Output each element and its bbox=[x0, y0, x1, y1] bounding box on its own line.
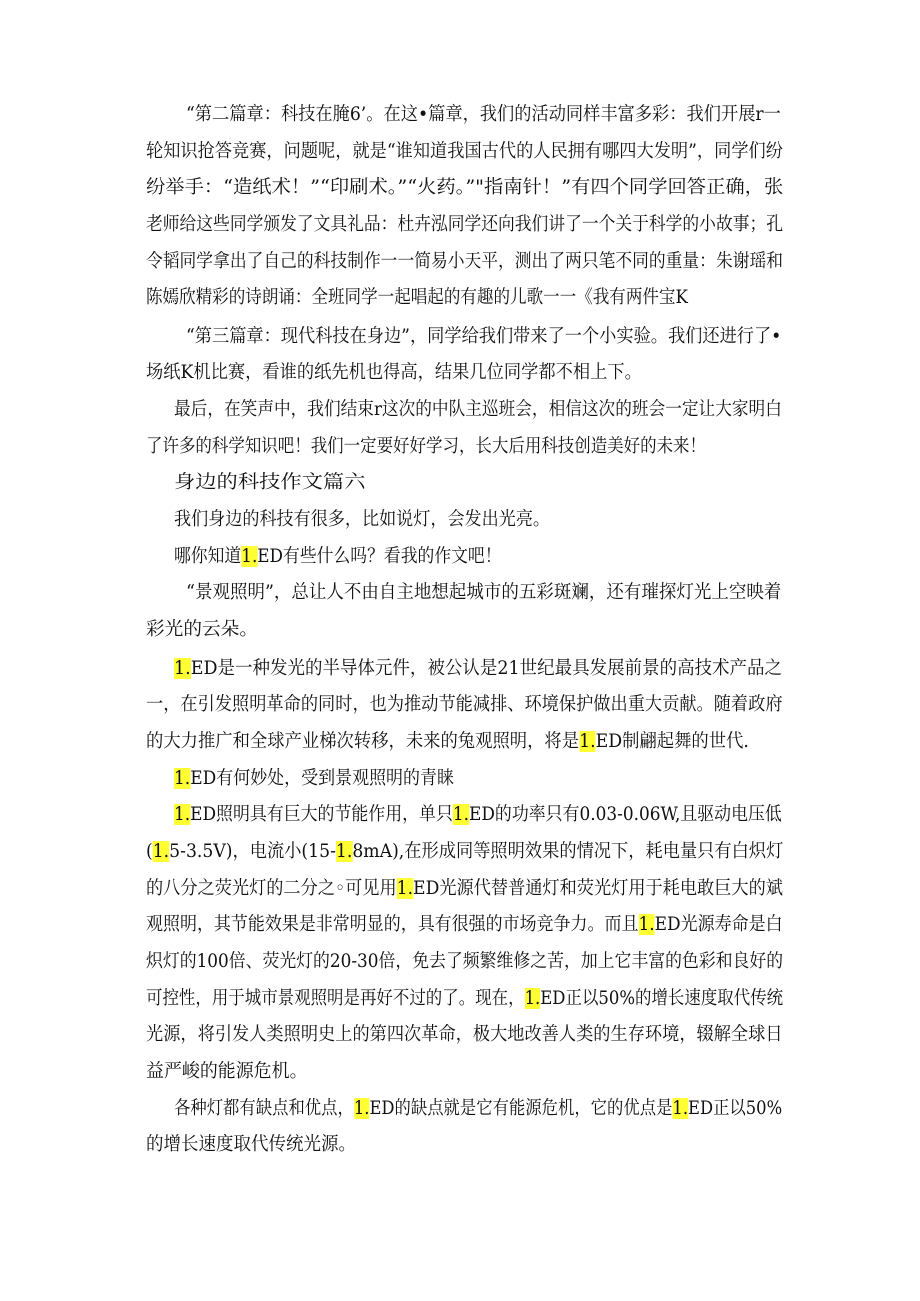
text-segment: 最后，在笑声中，我们结束r这次的中队主巡班会，相信这次的班会一定让大家明白 bbox=[174, 399, 782, 420]
text-segment: 观照明，其节能效果是非常明显的，具有很强的市场竞争力。而且 bbox=[146, 914, 639, 935]
text-segment: 的大力推广和全球产业梯次转移，未来的兔观照明，将是 bbox=[146, 731, 580, 752]
text-line bbox=[146, 837, 783, 863]
text-segment: 了许多的科学知识吧！我们一定要好好学习，长大后用科技创造美好的未来！ bbox=[146, 436, 707, 457]
text-segment: ED照明具有巨大的节能作用，单只 bbox=[190, 804, 453, 825]
text-segment: 可控性，用于城市景观照明是再好不过的了。现在， bbox=[146, 988, 525, 1009]
text-segment: 的八分之荧光灯的二分之◦可见用 bbox=[146, 878, 397, 899]
text-segment: ED是一种发光的半导体元件，被公认是21世纪最具发展前景的高技术产品之 bbox=[190, 658, 783, 679]
text-segment: 哪你知道 bbox=[174, 546, 242, 567]
text-line bbox=[174, 654, 782, 680]
text-line bbox=[146, 173, 783, 199]
text-segment: 身边的科技作文篇六 bbox=[174, 472, 366, 493]
highlighted-text: 1. bbox=[579, 731, 596, 752]
text-line bbox=[146, 1020, 783, 1046]
text-line bbox=[174, 800, 782, 826]
text-segment: ED光源代替普通灯和荧光灯用于耗电敢巨大的斌 bbox=[413, 878, 783, 899]
text-segment: 炽灯的100倍、荧光灯的20-30倍，免去了频繁维修之苦，加上它丰富的色彩和良好的 bbox=[146, 951, 784, 972]
text-segment: 我们身边的科技有很多，比如说灯，会发出光亮。 bbox=[174, 509, 551, 530]
text-line bbox=[146, 432, 706, 458]
text-line bbox=[146, 1057, 308, 1083]
text-segment: “第二篇章：科技在腌6’。在这•篇章，我们的活动同样丰富多彩：我们开展r一 bbox=[186, 104, 781, 125]
text-segment: ED制翩起舞的世代. bbox=[595, 731, 749, 752]
text-segment: ED有何妙处，受到景观照明的青睐 bbox=[190, 768, 454, 789]
text-segment: 各种灯都有缺点和优点， bbox=[174, 1098, 354, 1119]
text-line bbox=[146, 984, 783, 1010]
text-segment: 彩光的云朵。 bbox=[146, 619, 259, 640]
text-segment: “第三篇章：现代科技在身边”，同学给我们带来了一个小实验。我们还进行了• bbox=[186, 326, 782, 347]
text-segment: 的增长速度取代传统光源。 bbox=[146, 1134, 357, 1155]
text-segment: ED的功率只有0.03-0.06W,且驱动电压低 bbox=[469, 804, 782, 825]
text-segment: “景观照明”，总让人不由自主地想起城市的五彩斑斓，还有璀探灯光上空映着 bbox=[186, 582, 782, 603]
text-line bbox=[174, 505, 550, 531]
highlighted-text: 1. bbox=[452, 804, 469, 825]
highlighted-text: 1. bbox=[174, 658, 191, 679]
text-line bbox=[146, 947, 783, 973]
text-segment: ( bbox=[146, 841, 153, 862]
text-segment: 轮知识抢答竞赛，问题呢，就是“谁知道我国古代的人民拥有哪四大发明”，同学们纷 bbox=[146, 141, 783, 162]
highlighted-text: 1. bbox=[241, 546, 258, 567]
highlighted-text: 1. bbox=[524, 988, 541, 1009]
highlighted-text: 1. bbox=[152, 841, 170, 862]
text-segment: 老师给这些同学颁发了文具礼品：杜卉泓同学还向我们讲了一个关于科学的小故事；孔 bbox=[146, 214, 784, 235]
text-segment: ED有些什么吗？看我的作文吧！ bbox=[257, 546, 502, 567]
text-segment: 场纸K机比赛，看谁的纸先机也得高，结果几位同学都不相上下。 bbox=[146, 362, 642, 383]
text-segment: 光源，将引发人类照明史上的第四次革命，极大地改善人类的生存环境，辍解全球日 bbox=[146, 1024, 783, 1045]
text-line bbox=[146, 358, 642, 384]
text-line bbox=[146, 1130, 356, 1156]
highlighted-text: 1. bbox=[672, 1098, 689, 1119]
text-line bbox=[186, 578, 781, 604]
text-segment: ED正以50%的增长速度取代传统 bbox=[540, 988, 784, 1009]
text-segment: ED的缺点就是它有能源危机，它的优点是 bbox=[369, 1098, 673, 1119]
text-line bbox=[146, 247, 783, 273]
text-line bbox=[146, 690, 783, 716]
text-line bbox=[186, 322, 781, 348]
text-segment: 5-3.5V)，电流小(15- bbox=[169, 841, 336, 862]
text-line bbox=[174, 395, 782, 421]
text-segment: 8mA),在形成同等照明效果的情况下，耗电量只有白炽灯 bbox=[352, 841, 784, 862]
text-line bbox=[146, 910, 783, 936]
text-line bbox=[174, 542, 502, 568]
text-line bbox=[174, 764, 454, 790]
text-line bbox=[146, 210, 783, 236]
text-segment: 纷举手：“造纸术！”“印刷术。”“火药。”"指南针！”有四个同学回答正确，张 bbox=[146, 177, 784, 198]
highlighted-text: 1. bbox=[353, 1098, 370, 1119]
text-line bbox=[174, 1094, 782, 1120]
text-line bbox=[174, 468, 365, 494]
text-line bbox=[146, 615, 258, 641]
text-line bbox=[146, 727, 749, 753]
highlighted-text: 1. bbox=[174, 804, 191, 825]
text-line bbox=[146, 283, 688, 309]
text-segment: 陈嫣欣精彩的诗朗诵：全班同学一起唱起的有趣的儿歌一一《我有两件宝K bbox=[146, 287, 688, 308]
text-segment: 令韬同学拿出了自己的科技制作一一简易小天平，测出了两只笔不同的重量：朱谢瑶和 bbox=[146, 251, 784, 272]
text-line bbox=[146, 137, 783, 163]
highlighted-text: 1. bbox=[174, 768, 191, 789]
highlighted-text: 1. bbox=[396, 878, 414, 899]
text-line bbox=[146, 874, 783, 900]
highlighted-text: 1. bbox=[638, 914, 655, 935]
highlighted-text: 1. bbox=[335, 841, 353, 862]
text-segment: 一，在引发照明革命的同时，也为推动节能减排、环境保护做出重大贡献。随着政府 bbox=[146, 694, 783, 715]
text-segment: 益严峻的能源危机。 bbox=[146, 1061, 308, 1082]
text-segment: ED正以50% bbox=[688, 1098, 783, 1119]
text-line bbox=[186, 100, 781, 126]
text-segment: ED光源寿命是白 bbox=[654, 914, 783, 935]
